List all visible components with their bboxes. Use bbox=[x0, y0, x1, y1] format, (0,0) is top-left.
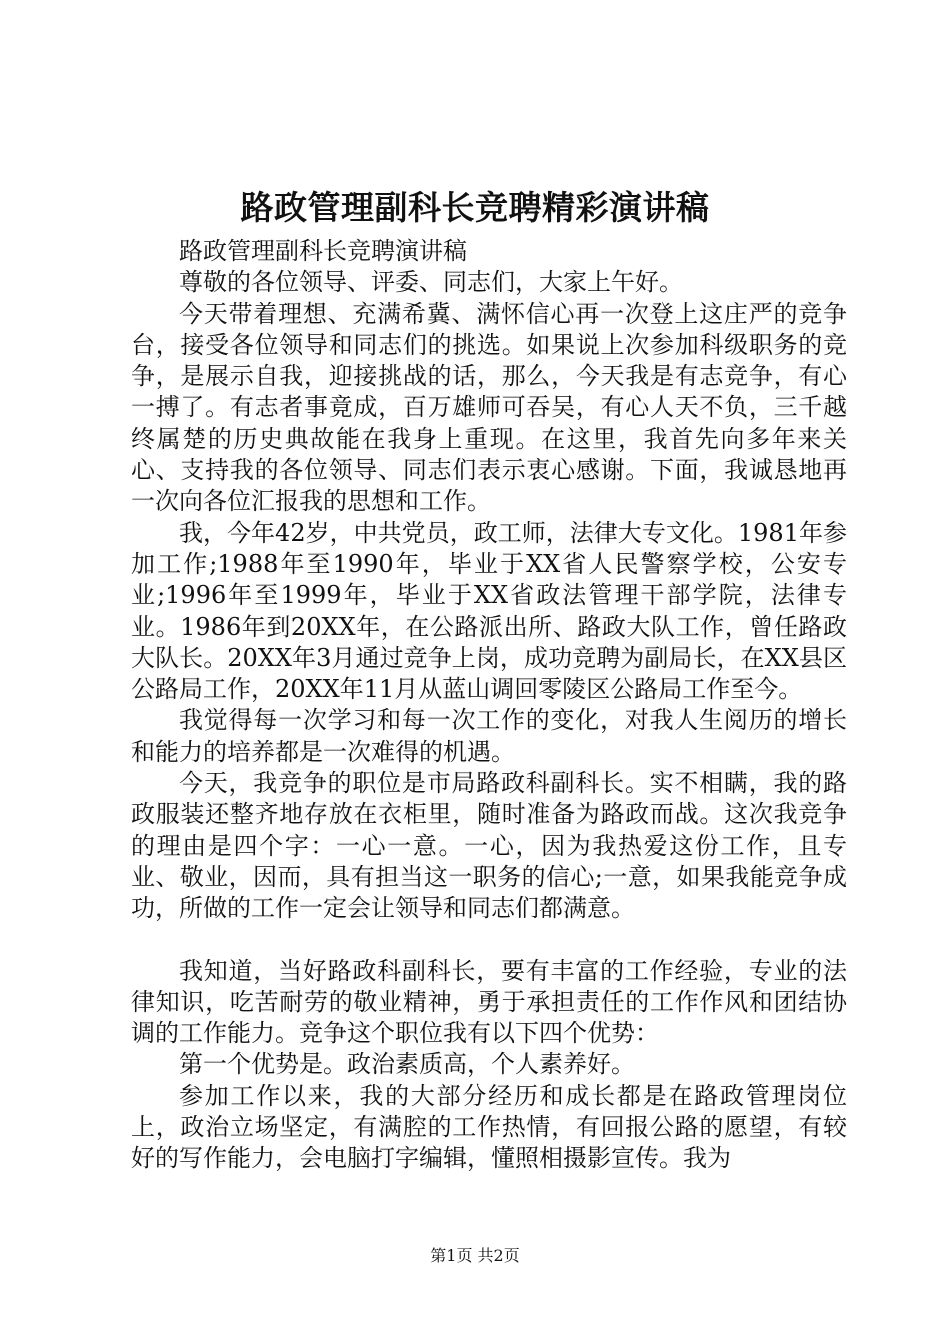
paragraph-background: 我，今年42岁，中共党员，政工师，法律大专文化。1981年参加工作;1988年至1990年，毕业于XX省人民警察学校，公安专业;1996年至1999年，毕业于XX省政法管理干部学院，法律专业。1986年到20XX年，在公路派出所、路政大队工作，曾任路政大队长。20XX年3月通过竞争上岗，成功竞聘为副局长，在XX县区公路局工作，20XX年11月从蓝山调回零陵区公路局工作至今。 bbox=[131, 518, 847, 704]
paragraph-advantage-one: 第一个优势是。政治素质高，个人素养好。 bbox=[179, 1050, 635, 1079]
paragraph-greeting: 尊敬的各位领导、评委、同志们，大家上午好。 bbox=[179, 268, 683, 297]
page-footer: 第1页 共2页 bbox=[430, 1246, 520, 1265]
paragraph-requirements: 我知道，当好路政科副科长，要有丰富的工作经验，专业的法律知识，吃苦耐劳的敬业精神，勇于承担责任的工作作风和团结协调的工作能力。竞争这个职位我有以下四个优势： bbox=[131, 956, 847, 1048]
paragraph-subtitle: 路政管理副科长竞聘演讲稿 bbox=[179, 237, 467, 265]
document-body bbox=[131, 236, 847, 1175]
document-title: 路政管理副科长竞聘精彩演讲稿 bbox=[240, 188, 710, 227]
paragraph-opening: 今天带着理想、充满希冀、满怀信心再一次登上这庄严的竞争台，接受各位领导和同志们的挑选。如果说上次参加科级职务的竞争，是展示自我，迎接挑战的话，那么，今天我是有志竞争，有心一搏了。有志者事竟成，百万雄师可吞吴，有心人天不负，三千越终属楚的历史典故能在我身上重现。在这里，我首先向多年来关心、支持我的各位领导、同志们表示衷心感谢。下面，我诚恳地再一次向各位汇报我的思想和工作。 bbox=[131, 299, 847, 516]
paragraph-reflection: 我觉得每一次学习和每一次工作的变化，对我人生阅历的增长和能力的培养都是一次难得的机遇。 bbox=[131, 706, 847, 766]
paragraph-position: 今天，我竞争的职位是市局路政科副科长。实不相瞒，我的路政服装还整齐地存放在衣柜里，随时准备为路政而战。这次我竞争的理由是四个字：一心一意。一心，因为我热爱这份工作，且专业、敬业，因而，具有担当这一职务的信心;一意，如果我能竞争成功，所做的工作一定会让领导和同志们都满意。 bbox=[131, 769, 847, 923]
paragraph-spacer bbox=[131, 925, 847, 956]
paragraph-experience: 参加工作以来，我的大部分经历和成长都是在路政管理岗位上，政治立场坚定，有满腔的工作热情，有回报公路的愿望，有较好的写作能力，会电脑打字编辑，懂照相摄影宣传。我为 bbox=[131, 1081, 847, 1173]
